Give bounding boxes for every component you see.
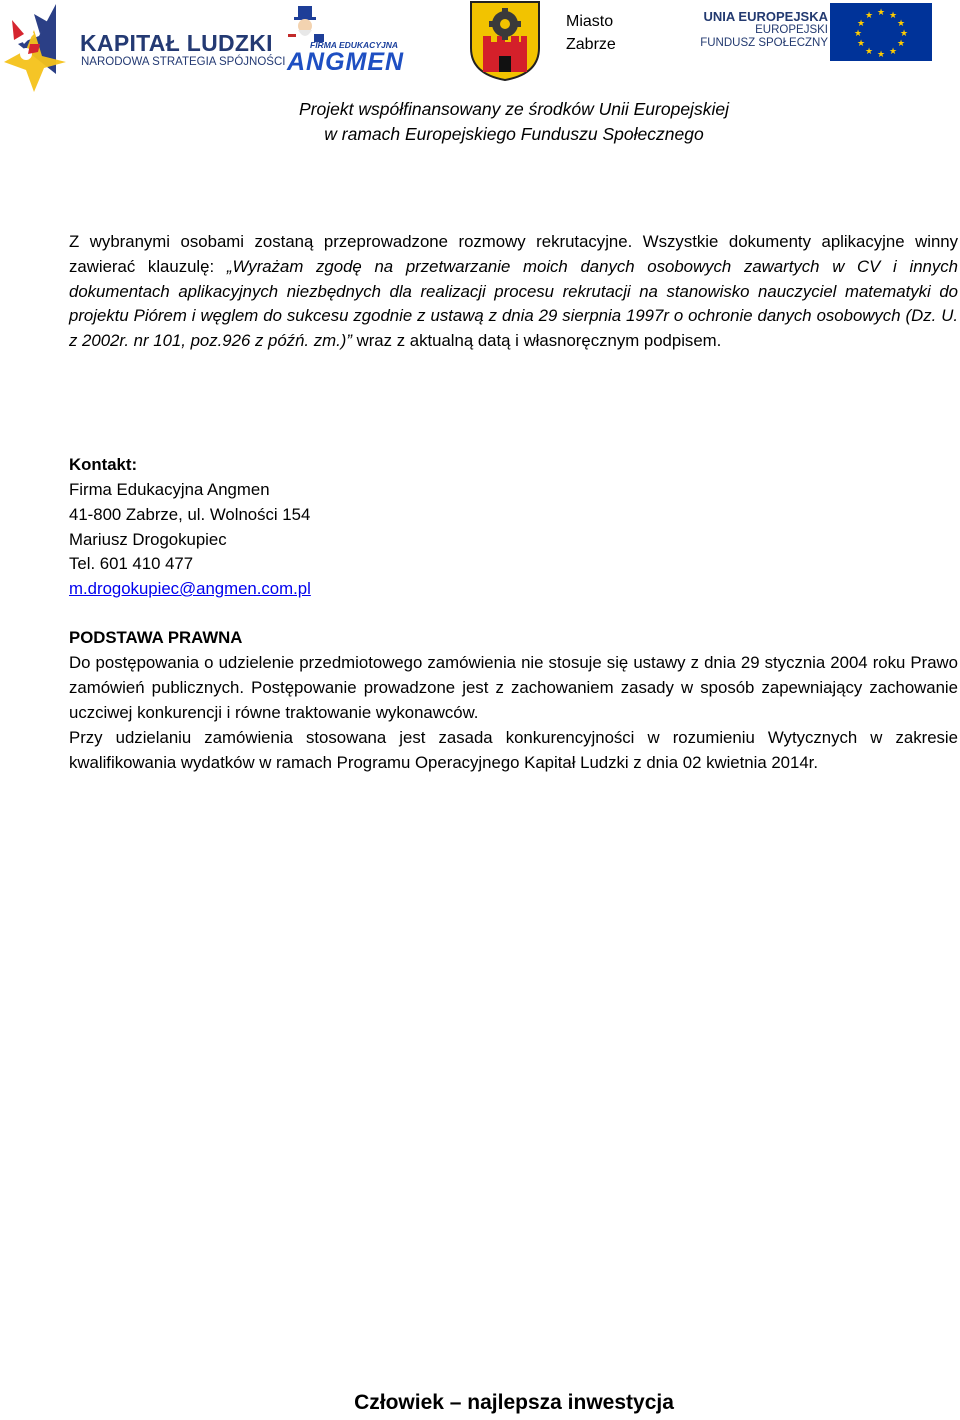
svg-text:★: ★ bbox=[864, 47, 874, 57]
eu-line3: FUNDUSZ SPOŁECZNY bbox=[700, 37, 828, 49]
svg-text:★: ★ bbox=[888, 11, 898, 21]
eu-text bbox=[678, 10, 828, 60]
svg-text:★: ★ bbox=[864, 11, 874, 21]
uncle-sam-icon bbox=[286, 6, 326, 42]
kapital-ludzki-name: KAPITAŁ LUDZKI bbox=[80, 30, 273, 56]
svg-text:★: ★ bbox=[888, 47, 898, 57]
contact-phone: Tel. 601 410 477 bbox=[69, 554, 194, 573]
eu-flag-icon bbox=[830, 3, 932, 61]
recruitment-paragraph bbox=[69, 230, 958, 354]
svg-text:★: ★ bbox=[896, 39, 906, 49]
legal-paragraph-2: Przy udzielaniu zamówienia stosowana jest zasada konkurencyjności w rozumieniu Wytycznych w zakresie kwalifikowania wydatków w ramach Programu Operacyjnego Kapitał Ludzki z dnia 02 kwietnia 2014r. bbox=[69, 728, 958, 772]
contact-email-link[interactable]: m.drogokupiec@angmen.com.pl bbox=[69, 579, 311, 598]
eu-flag bbox=[830, 3, 932, 61]
contact-company: Firma Edukacyjna Angmen bbox=[69, 480, 270, 499]
legal-heading: PODSTAWA PRAWNA bbox=[69, 628, 243, 647]
angmen-top-text: FIRMA EDUKACYJNA bbox=[310, 40, 398, 50]
zabrze-line2: Zabrze bbox=[566, 36, 616, 53]
svg-text:★: ★ bbox=[856, 19, 866, 29]
kapital-ludzki-subtitle: NARODOWA STRATEGIA SPÓJNOŚCI bbox=[81, 56, 286, 68]
contact-heading: Kontakt: bbox=[69, 455, 138, 474]
project-line-2: w ramach Europejskiego Funduszu Społecznego bbox=[324, 124, 704, 144]
zabrze-crest-icon bbox=[469, 0, 541, 82]
svg-text:★: ★ bbox=[853, 29, 863, 39]
eu-line1: UNIA EUROPEJSKA bbox=[703, 9, 828, 24]
angmen-logo bbox=[284, 6, 434, 76]
contact-address: 41-800 Zabrze, ul. Wolności 154 bbox=[69, 505, 311, 524]
svg-text:★: ★ bbox=[876, 8, 886, 18]
consent-clause: „Wyrażam zgodę na przetwarzanie moich danych osobowych zawartych w CV i innych dokumentach aplikacyjnych niezbędnych dla realizacji procesu rekrutacji na stanowisko nauczyciel matematyki do projektu Piórem i węglem do sukcesu zgodnie z ustawą z dnia 29 sierpnia 1997r o ochronie danych osobowych (Dz. U. z 2002r. nr 101, poz.926 z późń. zm.)” bbox=[69, 256, 958, 351]
footer-slogan: Człowiek – najlepsza inwestycja bbox=[354, 1391, 674, 1414]
intro-tail: wraz z aktualną datą i własnoręcznym podpisem. bbox=[351, 331, 722, 351]
contact-person: Mariusz Drogokupiec bbox=[69, 530, 227, 549]
eu-line2: EUROPEJSKI bbox=[755, 24, 828, 36]
angmen-name: ANGMEN bbox=[287, 48, 405, 76]
project-line-1: Projekt współfinansowany ze środków Unii Europejskiej bbox=[299, 99, 729, 119]
kapital-ludzki-star-icon bbox=[4, 0, 70, 92]
zabrze-text bbox=[566, 10, 646, 58]
legal-paragraph-1: Do postępowania o udzielenie przedmiotowego zamówienia nie stosuje się ustawy z dnia 29 stycznia 2004 roku Prawo zamówień publicznych. Postępowanie prowadzone jest z zachowaniem zasady w sposób zapewniający zachowanie uczciwej konkurencji i równe traktowanie wykonawców. bbox=[69, 653, 958, 722]
zabrze-crest bbox=[469, 0, 541, 82]
svg-text:★: ★ bbox=[896, 19, 906, 29]
svg-text:★: ★ bbox=[899, 29, 909, 39]
intro-plain: Z wybranymi osobami zostaną przeprowadzone rozmowy rekrutacyjne. Wszystkie dokumenty aplikacyjne winny zawierać klauzulę: bbox=[69, 232, 958, 276]
svg-text:★: ★ bbox=[876, 50, 886, 60]
zabrze-line1: Miasto bbox=[566, 13, 614, 30]
kapital-ludzki-logo bbox=[4, 0, 286, 92]
svg-text:★: ★ bbox=[856, 39, 866, 49]
